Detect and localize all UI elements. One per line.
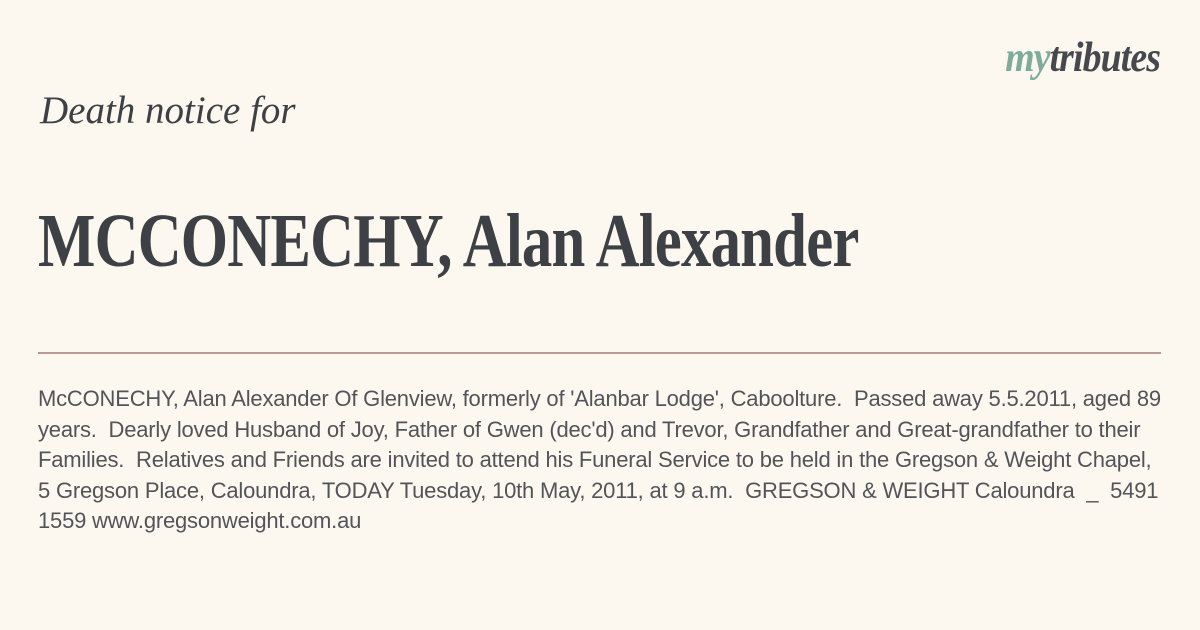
- logo-my-text: my: [1005, 35, 1050, 81]
- notice-type-label: Death notice for: [40, 89, 296, 132]
- divider-line: [38, 352, 1161, 354]
- logo-tributes-text: tributes: [1049, 35, 1160, 81]
- mytributes-logo: [1005, 34, 1160, 82]
- notice-body-text: McCONECHY, Alan Alexander Of Glenview, formerly of 'Alanbar Lodge', Caboolture. Passed away 5.5.2011, aged 89 years. Dearly loved Husband of Joy, Father of Gwen (dec'd) and Trevor, Grandfather and Great-grandfather to their Families. Relatives and Friends are invited to attend his Funeral Service to be held in the Gregson & Weight Chapel, 5 Gregson Place, Caloundra, TODAY Tuesday, 10th May, 2011, at 9 a.m. GREGSON & WEIGHT Caloundra _ 5491 1559 www.gregsonweight.com.au: [38, 386, 1167, 533]
- deceased-name-heading: MCCONECHY, Alan Alexander: [38, 199, 859, 283]
